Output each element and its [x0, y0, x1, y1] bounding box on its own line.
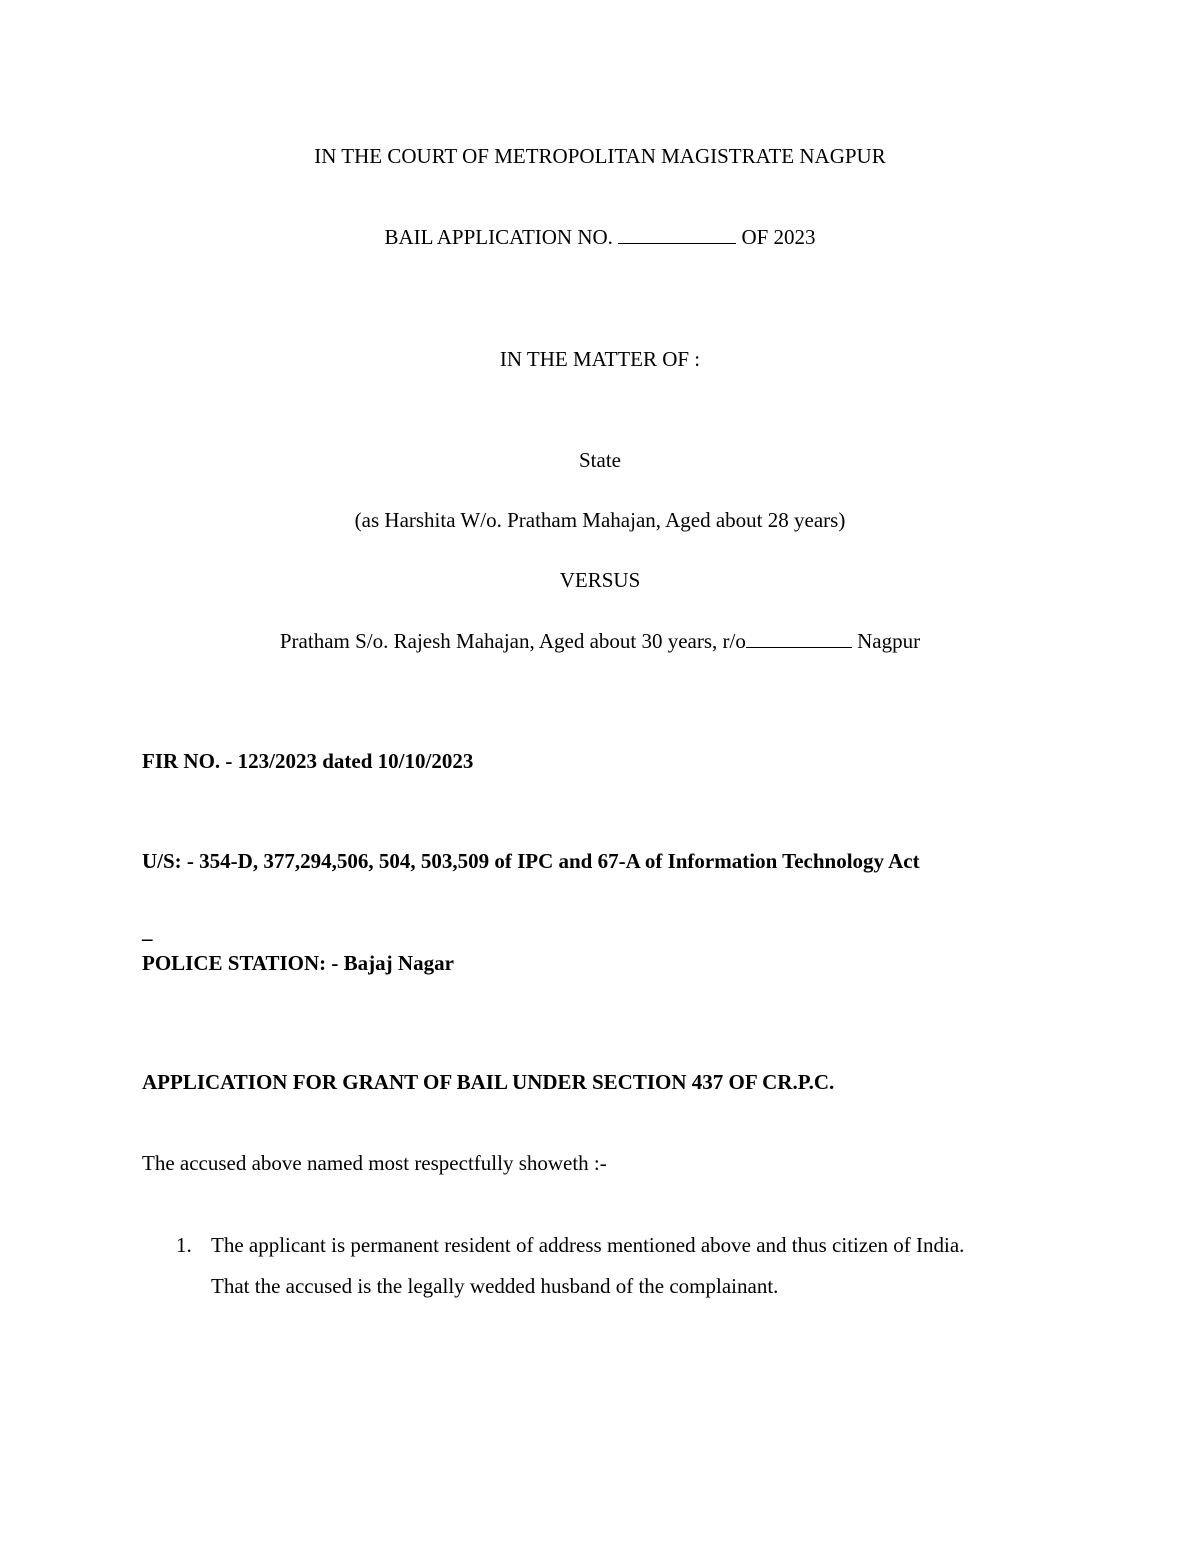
versus-label: VERSUS	[559, 568, 641, 592]
accused-detail	[0, 628, 1200, 654]
list-item-line-2: That the accused is the legally wedded husband of the complainant.	[211, 1274, 779, 1298]
in-the-matter-of: IN THE MATTER OF :	[499, 347, 701, 371]
complainant-name: State	[579, 448, 621, 472]
list-item-line-1: The applicant is permanent resident of address mentioned above and thus citizen of India.	[211, 1233, 965, 1257]
sections-charged: U/S: - 354-D, 377,294,506, 504, 503,509 of IPC and 67-A of Information Technology Act	[142, 849, 920, 873]
application-intro: The accused above named most respectfully showeth :-	[142, 1151, 607, 1175]
fir-number: FIR NO. - 123/2023 dated 10/10/2023	[142, 749, 474, 773]
application-title: APPLICATION FOR GRANT OF BAIL UNDER SECTION 437 OF CR.P.C.	[142, 1070, 835, 1094]
complainant-detail: (as Harshita W/o. Pratham Mahajan, Aged about 28 years)	[354, 508, 846, 532]
address-blank	[746, 629, 852, 648]
bail-application-number	[0, 224, 1200, 250]
accused-prefix: Pratham S/o. Rajesh Mahajan, Aged about 30 years, r/o	[279, 629, 746, 653]
separator-dash: _	[142, 919, 153, 943]
application-number-blank	[618, 225, 736, 244]
bail-application-suffix: OF 2023	[741, 225, 816, 249]
police-station: POLICE STATION: - Bajaj Nagar	[142, 951, 454, 975]
list-item-number: 1.	[176, 1233, 192, 1257]
accused-suffix: Nagpur	[857, 629, 921, 653]
court-title: IN THE COURT OF METROPOLITAN MAGISTRATE NAGPUR	[314, 144, 886, 168]
bail-application-prefix: BAIL APPLICATION NO.	[384, 225, 613, 249]
